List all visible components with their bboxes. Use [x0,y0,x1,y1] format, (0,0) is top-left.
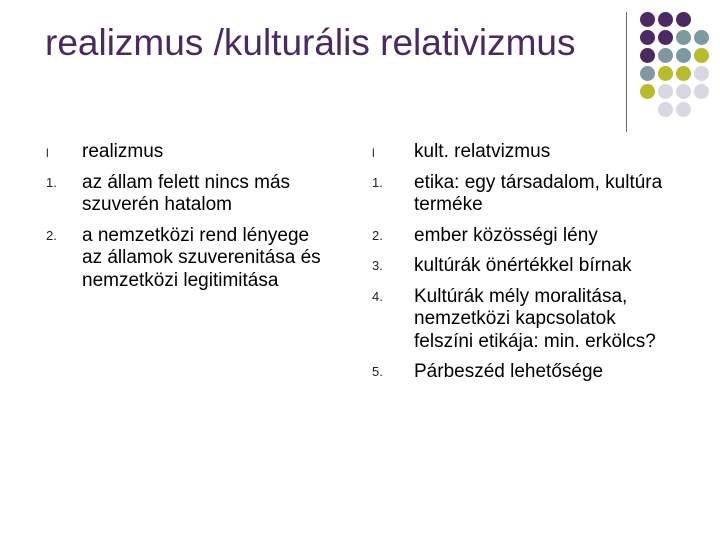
list-item-text: kultúrák önértékkel bírnak [414,255,632,276]
list-item-text: Párbeszéd lehetősége [414,361,604,382]
list-item-text: a nemzetközi rend lényege az államok szuverenitása és nemzetközi legitimitása [82,224,321,291]
list-item-text: kult. relatvizmus [414,141,551,162]
list-item [46,172,326,217]
list-item [372,141,672,164]
number-marker: 2. [46,227,57,243]
decorative-dot [676,66,691,81]
bullet-marker: l [46,146,49,160]
decorative-dot [676,12,691,27]
number-marker: 4. [372,288,383,304]
list-item [372,172,672,217]
decorative-dot [658,84,673,99]
decorative-dot [640,30,655,45]
decorative-dot [676,102,691,117]
list-item [372,361,672,384]
number-marker: 5. [372,364,383,379]
decorative-dot [694,66,709,81]
number-marker: 3. [372,258,383,273]
left-column-list [46,141,326,300]
list-item [46,225,326,293]
decorative-dot [658,66,673,81]
decorative-divider-line [626,12,627,132]
decorative-dot [640,48,655,63]
decorative-dot [658,48,673,63]
number-marker: 2. [372,227,383,243]
list-item [372,255,672,278]
decorative-dot [676,84,691,99]
decorative-dot [676,48,691,63]
list-item [372,286,672,354]
decorative-dot [658,102,673,117]
decorative-dot [658,12,673,27]
number-marker: 1. [46,174,57,190]
decorative-dot [694,48,709,63]
right-column-list [372,141,672,392]
decorative-dot [640,12,655,27]
list-item-text: etika: egy társadalom, kultúra terméke [414,171,663,215]
decorative-dot [694,30,709,45]
list-item-text: ember közösségi lény [414,224,598,246]
list-item [46,141,326,164]
slide-title: realizmus /kulturális relativizmus [45,22,576,63]
list-item-text: realizmus [82,141,164,162]
decorative-dot [640,84,655,99]
decorative-dot [676,30,691,45]
decorative-dot [640,66,655,81]
list-item [372,225,672,248]
decorative-dot-grid [640,12,720,122]
list-item-text: Kultúrák mély moralitása, nemzetközi kapcsolatok felszíni etikája: min. erkölcs? [414,285,656,352]
number-marker: 1. [372,174,383,190]
list-item-text: az állam felett nincs más szuverén hatalom [82,171,291,215]
decorative-dot [694,84,709,99]
bullet-marker: l [372,146,375,160]
decorative-dot [658,30,673,45]
